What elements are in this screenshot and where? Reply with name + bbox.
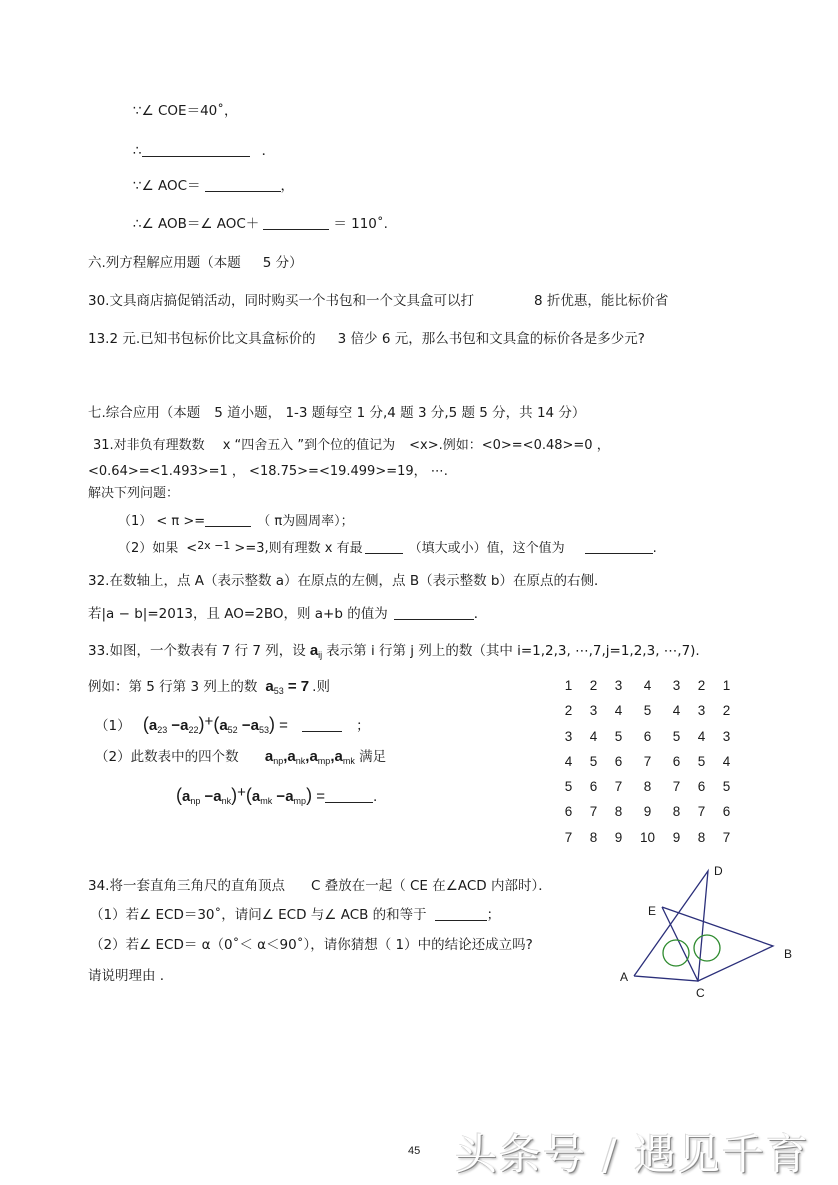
math-expression: $(a_{np} -a_{nk})+(a_{mk} -a_{mp})$ = bbox=[176, 784, 325, 806]
table-cell: 5 bbox=[672, 728, 681, 744]
question-text: <0.64>=<1.493>=1 ， <18.75>=<19.499>=19， ⋯. bbox=[88, 464, 448, 479]
section-title: 七.综合应用（本题 bbox=[88, 405, 201, 421]
math-variable: a bbox=[265, 678, 274, 695]
question-text: 33.如图，一个数表有 7 行 7 列，设 bbox=[88, 643, 306, 659]
table-cell: 7 bbox=[643, 753, 652, 769]
table-cell: 6 bbox=[672, 753, 681, 769]
proof-text: ∵∠ COE＝40˚， bbox=[133, 103, 238, 119]
table-cell: 6 bbox=[697, 779, 706, 795]
q34-line-1 bbox=[88, 877, 552, 895]
table-cell: 8 bbox=[697, 829, 706, 845]
table-cell: 2 bbox=[722, 703, 731, 719]
q33-sub-2-expression bbox=[176, 784, 377, 810]
table-cell: 7 bbox=[697, 804, 706, 820]
watermark: 头条号 / 遇见千育 bbox=[455, 1130, 810, 1179]
math-subscript: ij bbox=[318, 650, 323, 660]
label-c: C bbox=[696, 986, 705, 1000]
table-cell: 2 bbox=[589, 678, 598, 693]
proof-text: ∴∠ AOB＝∠ AOC＋ bbox=[133, 216, 260, 232]
question-text: 3 倍少 6 元，那么书包和文具盒的标价各是多少元? bbox=[337, 331, 645, 347]
answer-blank[interactable] bbox=[205, 177, 281, 192]
table-cell: 8 bbox=[643, 779, 652, 795]
question-text: 31.对非负有理数数 bbox=[93, 438, 205, 453]
proof-text: ＝ 110˚. bbox=[333, 216, 388, 232]
table-cell: 6 bbox=[614, 753, 623, 769]
page-number: 45 bbox=[408, 1145, 421, 1157]
math-variables: $a_{np},a_{nk},a_{mp},a_{mk}$ bbox=[264, 748, 355, 766]
math-expression: $(a_{23} -a_{22})+(a_{52} -a_{53})$ = bbox=[142, 713, 288, 735]
answer-blank[interactable] bbox=[142, 142, 250, 157]
q34-line-4 bbox=[88, 967, 164, 985]
question-text: 13.2 元.已知书包标价比文具盒标价的 bbox=[88, 331, 316, 347]
question-text: 请说明理由 . bbox=[88, 968, 165, 984]
table-cell: 7 bbox=[672, 779, 681, 795]
table-cell: 2 bbox=[564, 703, 573, 719]
answer-blank[interactable] bbox=[302, 717, 342, 732]
table-cell: 2 bbox=[697, 678, 706, 693]
table-cell: 7 bbox=[722, 829, 731, 845]
proof-line-3 bbox=[133, 177, 294, 195]
table-cell: 7 bbox=[564, 829, 573, 845]
table-cell: 5 bbox=[697, 753, 706, 769]
question-text: .则 bbox=[312, 679, 330, 695]
table-cell: 8 bbox=[672, 804, 681, 820]
table-cell: 4 bbox=[672, 703, 681, 719]
question-label: （1） bbox=[95, 718, 131, 734]
q31-sub-2 bbox=[118, 537, 657, 558]
table-cell: 1 bbox=[722, 678, 731, 693]
math-variable: a bbox=[309, 642, 319, 659]
table-cell: 6 bbox=[564, 804, 573, 820]
table-cell: 6 bbox=[589, 779, 598, 795]
math-expression: >=3 bbox=[234, 541, 265, 556]
label-a: A bbox=[620, 970, 629, 984]
number-table bbox=[556, 678, 739, 855]
proof-text: ∵∠ AOC＝ bbox=[133, 178, 201, 194]
q33-sub-1 bbox=[95, 713, 370, 739]
question-text: ． bbox=[473, 606, 488, 622]
question-text: <x>.例如：<0>=<0.48>=0 ， bbox=[409, 438, 610, 453]
label-b: B bbox=[784, 947, 793, 961]
question-text: x “四舍五入 ”到个位的值记为 bbox=[222, 438, 396, 453]
question-text: 例如：第 5 行第 3 列上的数 bbox=[88, 679, 258, 695]
q30-line-2 bbox=[88, 330, 645, 348]
question-text: . bbox=[652, 541, 657, 556]
table-cell: 4 bbox=[564, 753, 573, 769]
table-cell: 8 bbox=[589, 829, 598, 845]
answer-blank[interactable] bbox=[585, 539, 653, 554]
question-text: 若|a − b|=2013，且 AO=2BO，则 a+b 的值为 bbox=[88, 606, 388, 622]
question-text: （ π为圆周率）； bbox=[257, 514, 354, 529]
triangle-figure bbox=[610, 855, 810, 1009]
table-cell: 5 bbox=[614, 728, 623, 744]
question-text: C 叠放在一起（ CE 在∠ACD 内部时）． bbox=[310, 878, 552, 894]
table-cell: 7 bbox=[589, 804, 598, 820]
proof-text: ． bbox=[261, 143, 276, 159]
question-text: 表示第 i 行第 j 列上的数（其中 i=1,2,3, ⋯,7,j=1,2,3, ⋯,7). bbox=[326, 643, 700, 659]
table-cell: 6 bbox=[643, 728, 652, 744]
answer-blank[interactable] bbox=[365, 539, 403, 554]
table-cell: 4 bbox=[697, 728, 706, 744]
math-expression: 2x −1 bbox=[197, 539, 231, 552]
q31-sub-1 bbox=[118, 512, 354, 531]
answer-blank[interactable] bbox=[205, 512, 251, 527]
table-cell: 10 bbox=[639, 829, 656, 845]
table-cell: 5 bbox=[589, 753, 598, 769]
table-cell: 4 bbox=[722, 753, 731, 769]
q34-sub-1 bbox=[90, 906, 500, 924]
q30-line-1 bbox=[88, 292, 668, 310]
math-subscript: 53 bbox=[273, 686, 284, 696]
triangle-diagram-icon bbox=[610, 855, 810, 1005]
label-e: E bbox=[648, 904, 657, 918]
question-text: （2）此数表中的四个数 bbox=[95, 749, 239, 765]
question-text: ； bbox=[486, 907, 501, 923]
table-cell: 8 bbox=[614, 804, 623, 820]
question-text: 满足 bbox=[359, 749, 387, 765]
table-cell: 3 bbox=[614, 678, 623, 693]
section-points: 5 道小题， 1-3 题每空 1 分,4 题 3 分,5 题 5 分，共 14 分） bbox=[214, 405, 586, 421]
q31-line-2 bbox=[88, 463, 448, 481]
proof-line-2 bbox=[133, 142, 275, 160]
q33-sub-2 bbox=[95, 748, 386, 770]
question-text: （2）若∠ ECD＝ α（0˚＜ α＜90˚），请你猜想（ 1）中的结论还成立吗? bbox=[90, 937, 533, 953]
answer-blank[interactable] bbox=[325, 788, 373, 803]
table-cell: 5 bbox=[722, 779, 731, 795]
table-cell: 9 bbox=[643, 804, 652, 820]
proof-text: ∴ bbox=[133, 143, 142, 159]
q33-line-2 bbox=[88, 678, 330, 700]
table-cell: 5 bbox=[643, 703, 652, 719]
q33-line-1 bbox=[88, 642, 700, 664]
question-text: 解决下列问题： bbox=[88, 486, 180, 501]
proof-line-1 bbox=[133, 102, 238, 120]
question-text: （1） < π >= bbox=[118, 514, 206, 529]
table-cell: 4 bbox=[643, 678, 652, 693]
table-cell: 1 bbox=[564, 678, 573, 693]
table-cell: 9 bbox=[672, 829, 681, 845]
question-text: 32.在数轴上，点 A（表示整数 a）在原点的左侧，点 B（表示整数 b）在原点的右侧． bbox=[88, 573, 608, 589]
q32-line-1 bbox=[88, 572, 607, 590]
math-value: = 7 bbox=[287, 678, 310, 695]
question-text: 30.文具商店搞促销活动，同时购买一个书包和一个文具盒可以打 bbox=[88, 293, 474, 309]
question-text: （1）若∠ ECD＝30˚，请问∠ ECD 与∠ ACB 的和等于 bbox=[90, 907, 427, 923]
answer-blank[interactable] bbox=[435, 906, 487, 921]
math-expression: < bbox=[186, 541, 198, 556]
table-cell: 3 bbox=[722, 728, 731, 744]
section-6-heading bbox=[88, 254, 303, 272]
table-cell: 5 bbox=[564, 779, 573, 795]
label-d: D bbox=[714, 864, 723, 878]
answer-blank[interactable] bbox=[263, 215, 329, 230]
answer-blank[interactable] bbox=[394, 605, 474, 620]
q34-sub-2 bbox=[90, 936, 533, 954]
question-text: 8 折优惠，能比标价省 bbox=[533, 293, 669, 309]
table-cell: 4 bbox=[589, 728, 598, 744]
table-cell: 7 bbox=[614, 779, 623, 795]
table-cell: 6 bbox=[722, 804, 731, 820]
table-cell: 3 bbox=[672, 678, 681, 693]
question-text: （填大或小）值，这个值为 bbox=[408, 541, 565, 556]
table-cell: 4 bbox=[614, 703, 623, 719]
q32-line-2 bbox=[88, 605, 487, 623]
question-text: ； bbox=[356, 718, 370, 734]
proof-line-4 bbox=[133, 215, 388, 233]
table-cell: 9 bbox=[614, 829, 623, 845]
question-text: （2）如果 bbox=[118, 541, 179, 556]
question-text: 34.将一套直角三角尺的直角顶点 bbox=[88, 878, 285, 894]
q31-line-1 bbox=[93, 437, 610, 455]
section-7-heading bbox=[88, 404, 585, 422]
proof-text: ， bbox=[280, 178, 295, 194]
section-title: 六.列方程解应用题（本题 bbox=[88, 255, 241, 271]
table-cell: 3 bbox=[564, 728, 573, 744]
section-points: 5 分） bbox=[262, 255, 303, 271]
q31-line-3 bbox=[88, 485, 179, 503]
question-text: ,则有理数 x 有最 bbox=[264, 541, 363, 556]
table-cell: 3 bbox=[589, 703, 598, 719]
question-text: . bbox=[373, 789, 378, 805]
table-cell: 3 bbox=[697, 703, 706, 719]
